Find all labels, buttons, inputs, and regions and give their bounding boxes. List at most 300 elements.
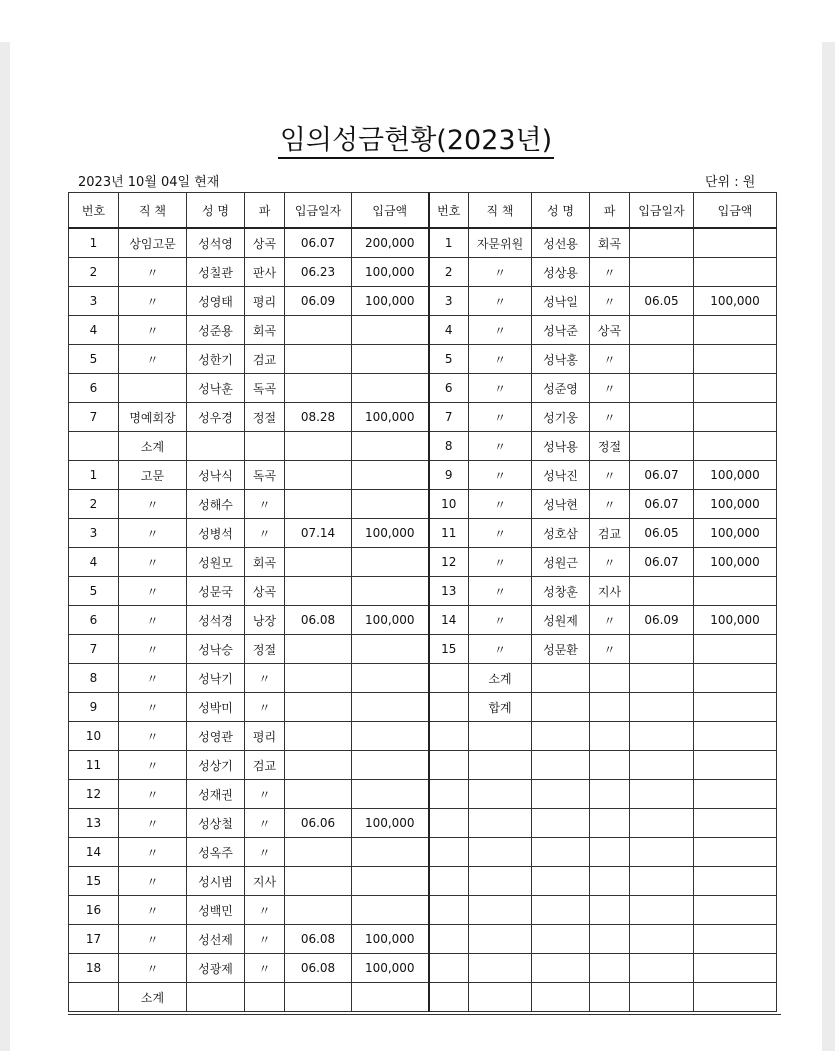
left-cell: 〃	[119, 316, 187, 345]
left-cell: 06.07	[285, 228, 352, 258]
left-cell: 회곡	[245, 316, 285, 345]
header-cell: 입금액	[694, 193, 777, 229]
right-cell: 〃	[469, 345, 532, 374]
left-cell: 7	[69, 403, 119, 432]
left-cell	[352, 461, 429, 490]
right-cell	[694, 403, 777, 432]
left-cell	[352, 548, 429, 577]
left-cell	[285, 432, 352, 461]
left-cell	[352, 664, 429, 693]
header-cell: 번호	[429, 193, 469, 229]
left-cell: 〃	[245, 954, 285, 983]
left-cell: 06.06	[285, 809, 352, 838]
right-cell	[630, 954, 694, 983]
table-row	[69, 606, 777, 635]
left-cell: 〃	[119, 693, 187, 722]
right-cell	[469, 954, 532, 983]
table-row	[69, 432, 777, 461]
currency-unit: 단위 : 원	[705, 175, 756, 190]
left-cell: 평리	[245, 287, 285, 316]
right-cell	[694, 983, 777, 1012]
left-cell: 10	[69, 722, 119, 751]
left-cell: 성한기	[187, 345, 245, 374]
left-cell	[285, 693, 352, 722]
left-cell: 성칠관	[187, 258, 245, 287]
right-cell: 14	[429, 606, 469, 635]
left-cell: 검교	[245, 345, 285, 374]
right-cell	[694, 780, 777, 809]
left-cell: 성백민	[187, 896, 245, 925]
left-cell: 100,000	[352, 403, 429, 432]
right-cell: 성낙용	[532, 432, 590, 461]
right-cell: 100,000	[694, 548, 777, 577]
table-row	[69, 809, 777, 838]
left-cell	[285, 722, 352, 751]
left-cell: 06.09	[285, 287, 352, 316]
right-cell	[429, 780, 469, 809]
right-cell	[694, 896, 777, 925]
table-row	[69, 228, 777, 258]
left-cell	[352, 490, 429, 519]
right-cell: 성낙준	[532, 316, 590, 345]
table-row	[69, 519, 777, 548]
left-cell: 〃	[245, 925, 285, 954]
right-cell	[630, 374, 694, 403]
table-row	[69, 287, 777, 316]
left-cell	[285, 316, 352, 345]
left-cell: 명예회장	[119, 403, 187, 432]
right-cell: 성선용	[532, 228, 590, 258]
header-cell: 파	[590, 193, 630, 229]
right-cell: 성낙일	[532, 287, 590, 316]
left-cell	[352, 983, 429, 1012]
left-cell: 독곡	[245, 374, 285, 403]
right-cell: 〃	[590, 258, 630, 287]
left-cell: 〃	[119, 954, 187, 983]
right-cell: 지사	[590, 577, 630, 606]
right-cell	[630, 722, 694, 751]
right-cell: 〃	[469, 519, 532, 548]
right-cell	[630, 896, 694, 925]
left-cell: 성원모	[187, 548, 245, 577]
table-row	[69, 345, 777, 374]
left-cell	[285, 490, 352, 519]
right-cell: 06.07	[630, 490, 694, 519]
left-cell: 11	[69, 751, 119, 780]
left-cell	[285, 751, 352, 780]
table-row	[69, 838, 777, 867]
right-cell	[694, 374, 777, 403]
left-cell: 17	[69, 925, 119, 954]
right-cell	[429, 693, 469, 722]
table-row	[69, 751, 777, 780]
left-cell: 판사	[245, 258, 285, 287]
right-cell: 8	[429, 432, 469, 461]
left-cell: 14	[69, 838, 119, 867]
left-cell: 1	[69, 228, 119, 258]
right-cell	[429, 722, 469, 751]
left-cell: 06.08	[285, 954, 352, 983]
right-cell	[590, 664, 630, 693]
left-cell: 〃	[119, 809, 187, 838]
right-cell: 100,000	[694, 490, 777, 519]
left-cell: 성문국	[187, 577, 245, 606]
left-cell: 07.14	[285, 519, 352, 548]
left-cell: 〃	[119, 606, 187, 635]
left-cell: 4	[69, 548, 119, 577]
left-cell: 100,000	[352, 925, 429, 954]
right-cell	[469, 896, 532, 925]
left-cell: 6	[69, 606, 119, 635]
right-cell: 자문위원	[469, 228, 532, 258]
right-cell	[630, 664, 694, 693]
right-cell: 〃	[469, 374, 532, 403]
left-cell: 4	[69, 316, 119, 345]
left-cell	[285, 664, 352, 693]
left-cell	[187, 983, 245, 1012]
right-cell: 10	[429, 490, 469, 519]
left-cell: 〃	[119, 838, 187, 867]
right-cell: 상곡	[590, 316, 630, 345]
left-cell: 9	[69, 693, 119, 722]
right-cell: 06.07	[630, 548, 694, 577]
right-cell: 〃	[469, 432, 532, 461]
right-cell: 11	[429, 519, 469, 548]
right-cell	[590, 809, 630, 838]
right-cell: 소계	[469, 664, 532, 693]
right-cell	[532, 925, 590, 954]
right-cell	[630, 838, 694, 867]
left-cell: 〃	[119, 751, 187, 780]
right-cell	[590, 983, 630, 1012]
right-cell: 06.05	[630, 519, 694, 548]
right-cell: 2	[429, 258, 469, 287]
right-cell	[590, 693, 630, 722]
right-cell: 5	[429, 345, 469, 374]
table-row	[69, 896, 777, 925]
header-cell: 번호	[69, 193, 119, 229]
right-cell	[590, 925, 630, 954]
left-cell: 성석영	[187, 228, 245, 258]
right-cell: 검교	[590, 519, 630, 548]
left-cell: 〃	[119, 722, 187, 751]
left-cell: 지사	[245, 867, 285, 896]
right-cell: 4	[429, 316, 469, 345]
left-cell: 〃	[119, 577, 187, 606]
right-cell	[694, 809, 777, 838]
left-cell: 〃	[245, 664, 285, 693]
left-cell	[285, 374, 352, 403]
right-cell	[429, 954, 469, 983]
right-cell: 〃	[469, 635, 532, 664]
right-cell	[630, 577, 694, 606]
left-cell	[352, 432, 429, 461]
left-cell: 12	[69, 780, 119, 809]
right-cell: 〃	[469, 258, 532, 287]
right-cell	[429, 867, 469, 896]
left-cell: 〃	[119, 780, 187, 809]
right-cell: 〃	[469, 403, 532, 432]
right-cell	[469, 722, 532, 751]
left-cell: 정절	[245, 635, 285, 664]
right-cell	[532, 693, 590, 722]
right-cell	[532, 780, 590, 809]
left-cell	[285, 983, 352, 1012]
right-cell: 〃	[590, 461, 630, 490]
left-cell: 100,000	[352, 809, 429, 838]
right-cell: 06.09	[630, 606, 694, 635]
left-cell	[352, 838, 429, 867]
right-cell	[630, 780, 694, 809]
left-cell: 13	[69, 809, 119, 838]
left-cell: 성준용	[187, 316, 245, 345]
right-cell	[532, 809, 590, 838]
document-sheet	[10, 42, 822, 1051]
left-cell: 〃	[119, 519, 187, 548]
table-row	[69, 490, 777, 519]
table-row	[69, 577, 777, 606]
right-cell: 성호삼	[532, 519, 590, 548]
left-cell: 2	[69, 490, 119, 519]
header-cell: 입금일자	[630, 193, 694, 229]
left-cell: 〃	[119, 345, 187, 374]
left-cell	[119, 374, 187, 403]
right-cell	[630, 345, 694, 374]
right-cell	[630, 867, 694, 896]
left-cell: 〃	[245, 693, 285, 722]
right-cell	[429, 664, 469, 693]
header-cell: 입금일자	[285, 193, 352, 229]
left-cell: 낭장	[245, 606, 285, 635]
top-strip	[0, 0, 835, 42]
right-cell	[630, 983, 694, 1012]
table-row	[69, 635, 777, 664]
left-cell: 15	[69, 867, 119, 896]
table-row	[69, 867, 777, 896]
right-cell: 06.07	[630, 461, 694, 490]
left-cell: 〃	[245, 780, 285, 809]
left-cell: 100,000	[352, 258, 429, 287]
table-row	[69, 780, 777, 809]
table-row	[69, 403, 777, 432]
left-cell: 성시범	[187, 867, 245, 896]
left-cell: 성상기	[187, 751, 245, 780]
right-cell: 〃	[590, 490, 630, 519]
left-cell: 〃	[119, 490, 187, 519]
right-cell: 〃	[469, 316, 532, 345]
header-cell: 입금액	[352, 193, 429, 229]
header-cell: 직 책	[469, 193, 532, 229]
left-cell: 성재권	[187, 780, 245, 809]
right-cell: 7	[429, 403, 469, 432]
right-cell: 성낙진	[532, 461, 590, 490]
left-cell: 100,000	[352, 606, 429, 635]
right-cell	[429, 838, 469, 867]
right-cell: 성창훈	[532, 577, 590, 606]
left-cell: 성광제	[187, 954, 245, 983]
left-cell: 성병석	[187, 519, 245, 548]
left-cell: 성박미	[187, 693, 245, 722]
right-cell: 〃	[469, 490, 532, 519]
left-cell	[285, 345, 352, 374]
left-cell: 〃	[119, 664, 187, 693]
left-cell: 100,000	[352, 287, 429, 316]
right-cell	[694, 577, 777, 606]
left-cell: 06.08	[285, 925, 352, 954]
left-cell: 200,000	[352, 228, 429, 258]
header-cell: 직 책	[119, 193, 187, 229]
right-cell: 성낙현	[532, 490, 590, 519]
left-cell: 〃	[119, 287, 187, 316]
left-cell: 고문	[119, 461, 187, 490]
right-cell	[469, 983, 532, 1012]
right-cell	[429, 925, 469, 954]
right-cell	[532, 896, 590, 925]
left-cell: 〃	[245, 519, 285, 548]
left-cell: 〃	[119, 635, 187, 664]
right-cell: 〃	[469, 606, 532, 635]
right-cell: 〃	[590, 606, 630, 635]
left-cell: 상임고문	[119, 228, 187, 258]
left-cell: 3	[69, 287, 119, 316]
right-cell: 성준영	[532, 374, 590, 403]
left-cell: 06.08	[285, 606, 352, 635]
table-row	[69, 693, 777, 722]
right-cell: 성낙홍	[532, 345, 590, 374]
right-cell	[694, 345, 777, 374]
left-cell: 3	[69, 519, 119, 548]
left-cell	[352, 635, 429, 664]
left-cell: 독곡	[245, 461, 285, 490]
right-cell: 〃	[590, 374, 630, 403]
right-cell	[694, 664, 777, 693]
right-cell: 〃	[590, 548, 630, 577]
right-cell: 100,000	[694, 519, 777, 548]
right-cell	[590, 751, 630, 780]
left-cell: 소계	[119, 432, 187, 461]
right-cell: 9	[429, 461, 469, 490]
right-cell	[694, 316, 777, 345]
header-cell: 성 명	[532, 193, 590, 229]
right-cell: 100,000	[694, 461, 777, 490]
right-cell: 〃	[590, 635, 630, 664]
left-cell: 정절	[245, 403, 285, 432]
right-cell	[532, 867, 590, 896]
right-cell: 성문환	[532, 635, 590, 664]
table-row	[69, 548, 777, 577]
header-cell: 성 명	[187, 193, 245, 229]
right-cell: 〃	[590, 345, 630, 374]
left-cell: 소계	[119, 983, 187, 1012]
right-cell	[590, 896, 630, 925]
right-cell	[630, 258, 694, 287]
right-cell	[694, 838, 777, 867]
right-cell	[532, 838, 590, 867]
right-cell: 100,000	[694, 606, 777, 635]
right-cell	[469, 867, 532, 896]
right-cell	[694, 722, 777, 751]
right-cell	[590, 838, 630, 867]
left-cell: 6	[69, 374, 119, 403]
right-cell: 〃	[590, 287, 630, 316]
left-cell: 성낙기	[187, 664, 245, 693]
table-row	[69, 461, 777, 490]
left-cell	[245, 983, 285, 1012]
left-cell	[245, 432, 285, 461]
right-cell	[590, 780, 630, 809]
left-cell: 성영태	[187, 287, 245, 316]
left-cell: 5	[69, 577, 119, 606]
left-cell	[285, 461, 352, 490]
header-row	[69, 193, 777, 229]
right-cell: 〃	[469, 287, 532, 316]
left-cell	[285, 548, 352, 577]
right-cell	[630, 228, 694, 258]
left-cell: 〃	[245, 490, 285, 519]
document-title: 임의성금현황(2023년)	[10, 118, 822, 157]
left-cell	[285, 838, 352, 867]
table-row	[69, 983, 777, 1012]
right-cell: 합계	[469, 693, 532, 722]
left-cell: 성낙훈	[187, 374, 245, 403]
right-cell	[630, 403, 694, 432]
right-cell	[532, 722, 590, 751]
table-row	[69, 954, 777, 983]
right-cell: 성원제	[532, 606, 590, 635]
left-cell: 〃	[119, 258, 187, 287]
right-cell: 1	[429, 228, 469, 258]
left-cell: 성낙승	[187, 635, 245, 664]
left-cell	[352, 780, 429, 809]
right-cell: 15	[429, 635, 469, 664]
right-cell	[630, 751, 694, 780]
right-cell	[429, 809, 469, 838]
right-cell	[694, 228, 777, 258]
left-cell: 회곡	[245, 548, 285, 577]
left-cell: 성낙식	[187, 461, 245, 490]
left-cell: 〃	[119, 896, 187, 925]
right-cell	[469, 780, 532, 809]
right-cell: 정절	[590, 432, 630, 461]
left-cell: 성석경	[187, 606, 245, 635]
right-cell	[590, 867, 630, 896]
left-cell	[69, 983, 119, 1012]
left-cell: 7	[69, 635, 119, 664]
right-cell	[694, 925, 777, 954]
left-cell	[352, 722, 429, 751]
left-cell: 〃	[119, 867, 187, 896]
left-cell: 성상철	[187, 809, 245, 838]
left-cell: 16	[69, 896, 119, 925]
left-cell: 〃	[245, 896, 285, 925]
left-cell: 성우경	[187, 403, 245, 432]
left-cell: 08.28	[285, 403, 352, 432]
right-cell	[429, 896, 469, 925]
table-row	[69, 925, 777, 954]
left-cell	[69, 432, 119, 461]
right-cell: 06.05	[630, 287, 694, 316]
right-cell	[590, 722, 630, 751]
left-cell: 성영관	[187, 722, 245, 751]
right-cell	[630, 693, 694, 722]
left-cell: 상곡	[245, 577, 285, 606]
right-cell	[630, 432, 694, 461]
left-cell: 〃	[245, 809, 285, 838]
table-row	[69, 374, 777, 403]
right-cell	[532, 983, 590, 1012]
right-cell: 성원근	[532, 548, 590, 577]
donation-table	[68, 192, 777, 1012]
